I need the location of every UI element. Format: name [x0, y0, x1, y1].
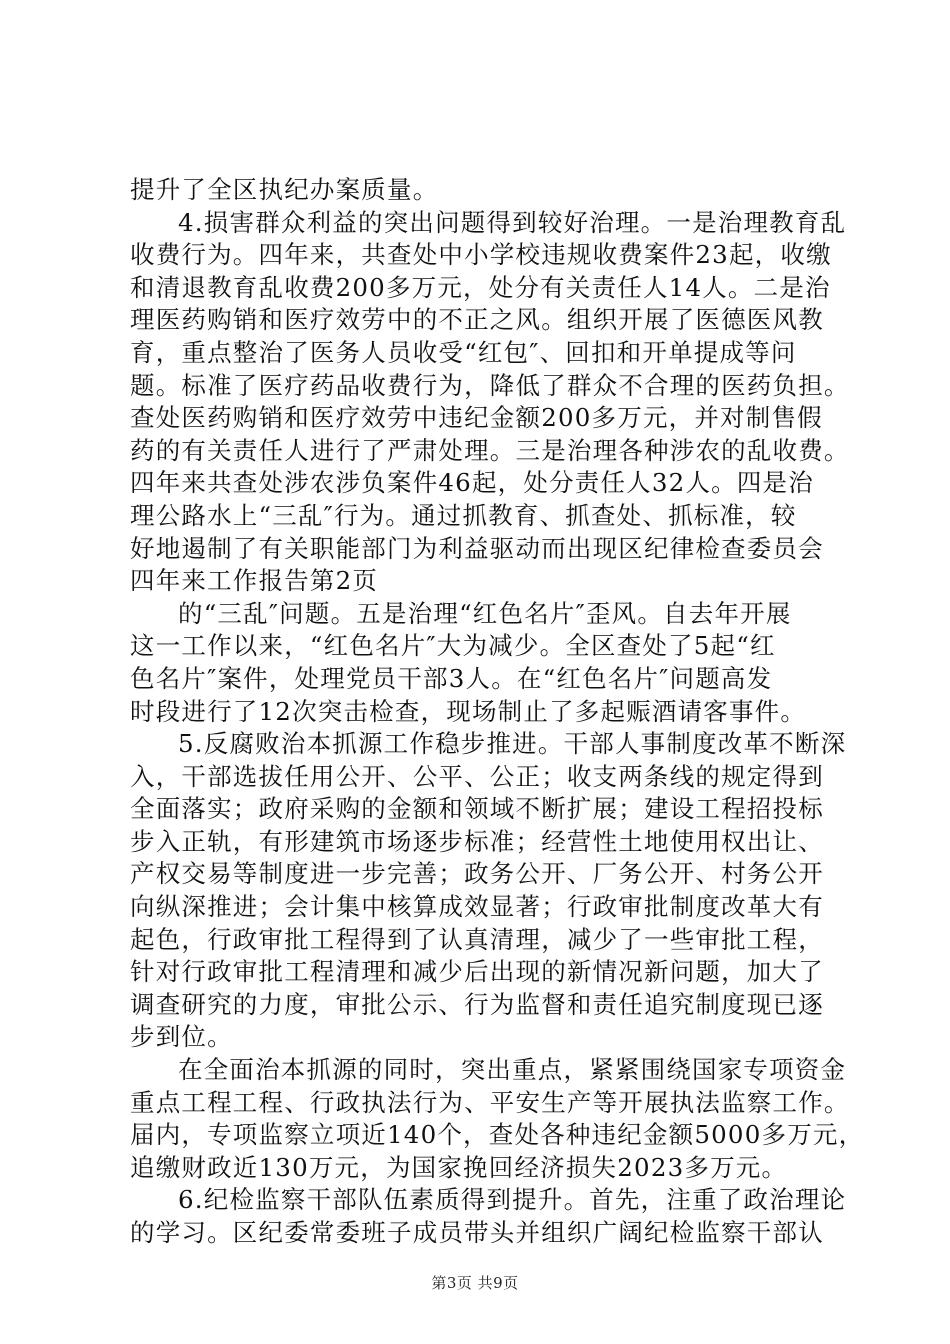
- text-line: 产权交易等制度进一步完善；政务公开、厂务公开、村务公开: [130, 859, 824, 889]
- text-line: 的“三乱″问题。五是治理“红色名片″歪风。自去年开展: [178, 598, 792, 628]
- text-line: 5.反腐败治本抓源工作稳步推进。干部人事制度改革不断深: [178, 729, 847, 759]
- text-line: 好地遏制了有关职能部门为利益驱动而出现区纪律检查委员会: [130, 533, 824, 563]
- text-line: 时段进行了12次突击检查，现场制止了多起赈酒请客事件。: [130, 696, 807, 726]
- text-line: 向纵深推进；会计集中核算成效显著；行政审批制度改革大有: [130, 892, 824, 922]
- text-line: 入，干部选拔任用公开、公平、公正；收支两条线的规定得到: [130, 761, 824, 791]
- text-line: 四年来工作报告第2页: [130, 566, 379, 596]
- body-text: [130, 174, 865, 1250]
- text-line: 查处医药购销和医疗效劳中违纪金额200多万元，并对制售假: [130, 403, 823, 433]
- text-line: 药的有关责任人进行了严肃处理。三是治理各种涉农的乱收费。: [130, 435, 850, 465]
- text-line: 届内，专项监察立项近140个，查处各种违纪金额5000多万元，: [130, 1120, 865, 1150]
- text-line: 题。标准了医疗药品收费行为，降低了群众不合理的医药负担。: [130, 370, 850, 400]
- text-line: 和清退教育乱收费200多万元，处分有关责任人14人。二是治: [130, 272, 831, 302]
- text-line: 育，重点整治了医务人员收受“红包″、回扣和开单提成等问: [130, 337, 797, 367]
- text-line: 色名片″案件，处理党员干部3人。在“红色名片″问题高发: [130, 663, 773, 693]
- text-line: 理医药购销和医疗效劳中的不正之风。组织开展了医德医风教: [130, 305, 824, 335]
- text-line: 的学习。区纪委常委班子成员带头并组织广阔纪检监察干部认: [130, 1218, 824, 1247]
- text-line: 4.损害群众利益的突出问题得到较好治理。一是治理教育乱: [178, 207, 847, 237]
- text-line: 全面落实；政府采购的金额和领域不断扩展；建设工程招投标: [130, 794, 824, 824]
- text-line: 四年来共查处涉农涉负案件46起，处分责任人32人。四是治: [130, 468, 814, 498]
- text-line: 这一工作以来，“红色名片″大为减少。全区查处了5起“红: [130, 631, 776, 661]
- page-footer: 第3页 共9页: [431, 1274, 519, 1292]
- text-line: 针对行政审批工程清理和减少后出现的新情况新问题，加大了: [130, 957, 824, 987]
- text-line: 在全面治本抓源的同时，突出重点，紧紧围绕国家专项资金: [178, 1055, 847, 1085]
- text-line: 理公路水上“三乱″行为。通过抓教育、抓查处、抓标准，较: [130, 500, 797, 530]
- text-line: 调查研究的力度，审批公示、行为监督和责任追究制度现已逐: [130, 989, 824, 1019]
- text-line: 提升了全区执纪办案质量。: [130, 175, 439, 204]
- text-line: 重点工程工程、行政执法行为、平安生产等开展执法监察工作。: [130, 1087, 850, 1117]
- text-line: 6.纪检监察干部队伍素质得到提升。首先，注重了政治理论: [178, 1185, 847, 1215]
- text-line: 起色，行政审批工程得到了认真清理，减少了一些审批工程，: [130, 924, 824, 954]
- text-line: 追缴财政近130万元，为国家挽回经济损失2023多万元。: [130, 1152, 788, 1182]
- text-line: 步到位。: [130, 1022, 233, 1052]
- text-line: 收费行为。四年来，共查处中小学校违规收费案件23起，收缴: [130, 240, 832, 270]
- text-line: 步入正轨，有形建筑市场逐步标准；经营性土地使用权出让、: [130, 826, 824, 856]
